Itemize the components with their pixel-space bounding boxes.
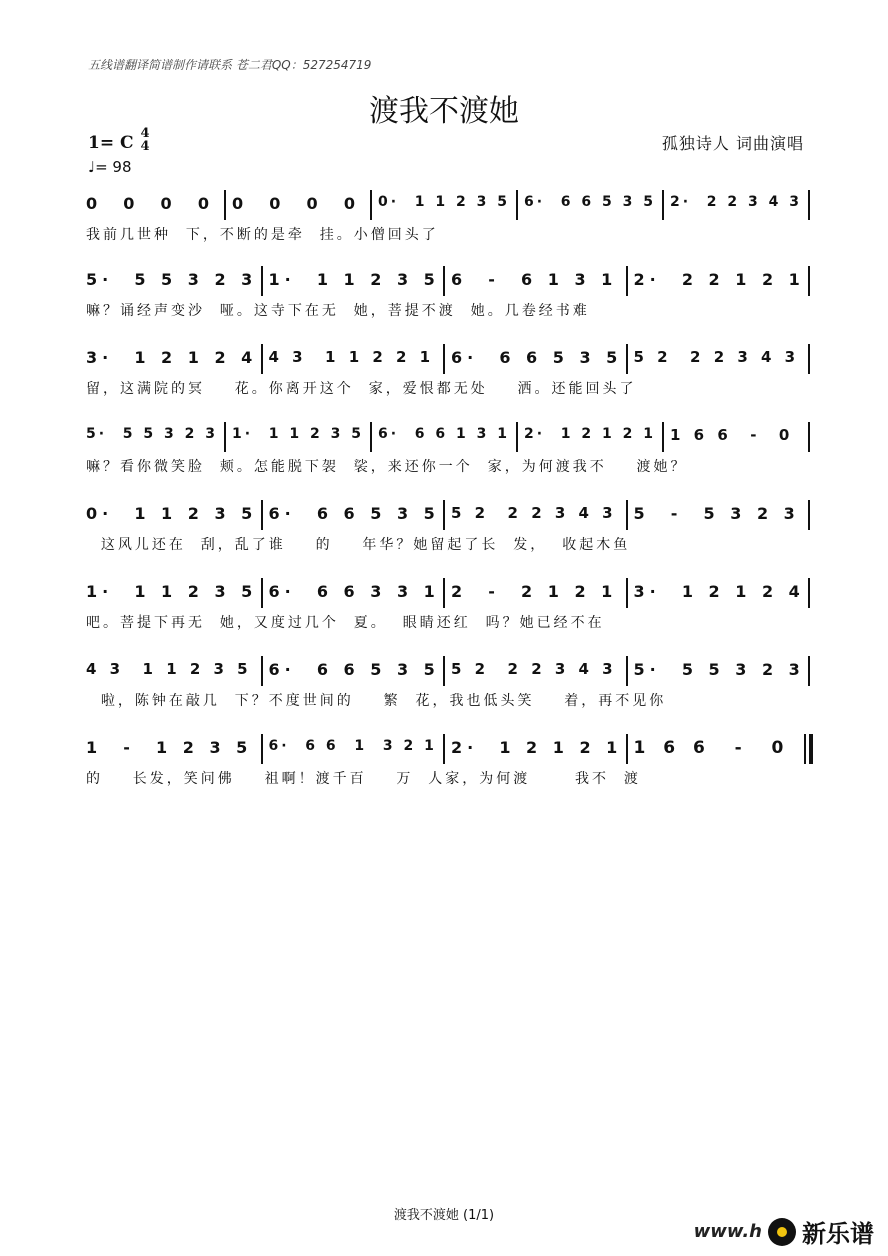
- barline: [443, 734, 445, 764]
- barline: [626, 734, 628, 764]
- barline: [443, 344, 445, 374]
- score-row: [80, 266, 810, 336]
- measure-notes: 5 2 2 2 3 4 3: [633, 348, 800, 366]
- barline: [626, 500, 628, 530]
- measure-notes: 6· 6 6 1 3 2 1: [268, 738, 437, 754]
- barline: [443, 656, 445, 686]
- measure-notes: 3· 1 2 1 2 4: [86, 348, 258, 367]
- measure-notes: 5· 5 5 3 2 3: [633, 660, 805, 679]
- measure-notes: 0 0 0 0: [86, 194, 214, 213]
- score-row: [80, 734, 810, 804]
- measure-notes: 2 - 2 1 2 1: [451, 582, 618, 601]
- score-row: [80, 500, 810, 570]
- measure-notes: 1 - 1 2 3 5: [86, 738, 253, 757]
- barline: [626, 344, 628, 374]
- measure-notes: 0· 1 1 2 3 5: [378, 194, 511, 210]
- barline: [261, 266, 263, 296]
- barline: [808, 578, 810, 608]
- lyric-line: 这风儿还在 刮，乱了谁 的 年华？她留起了长 发， 收起木鱼: [86, 537, 631, 553]
- barline: [662, 190, 664, 220]
- lyric-line: 的 长发，笑问佛 祖啊！渡千百 万 人家，为何渡 我不 渡: [86, 771, 641, 787]
- barline: [808, 656, 810, 686]
- tempo-marking: ♩= 98: [88, 158, 132, 176]
- lyric-line: 啦，陈钟在敲几 下？不度世间的 繁 花，我也低头笑 着，再不见你: [86, 693, 667, 709]
- barline: [370, 422, 372, 452]
- measure-notes: 4 3 1 1 2 3 5: [86, 660, 252, 678]
- record-disc-icon: [768, 1218, 796, 1246]
- score-row: [80, 656, 810, 726]
- barline: [224, 422, 226, 452]
- barline: [626, 656, 628, 686]
- song-title: 渡我不渡她: [369, 94, 519, 129]
- measure-notes: 5 2 2 2 3 4 3: [451, 504, 617, 522]
- measure-notes: 1· 1 1 2 3 5: [232, 426, 365, 442]
- barline: [370, 190, 372, 220]
- measure-notes: 0· 1 1 2 3 5: [86, 504, 258, 523]
- barline: [808, 422, 810, 452]
- lyric-line: 留，这满院的冥 花。你离开这个 家，爱恨都无处 洒。还能回头了: [86, 381, 637, 397]
- measure-notes: 1· 1 1 2 3 5: [86, 582, 258, 601]
- barline: [808, 266, 810, 296]
- measure-notes: 5· 5 5 3 2 3: [86, 270, 258, 289]
- measure-notes: 3· 1 2 1 2 4: [633, 582, 805, 601]
- barline: [626, 578, 628, 608]
- time-sig-top: 4: [140, 126, 150, 141]
- barline: [261, 734, 263, 764]
- barline: [261, 578, 263, 608]
- measure-notes: 1 6 6 - 0: [670, 426, 794, 444]
- measure-notes: 6· 6 6 1 3 1: [378, 426, 511, 442]
- score-row: [80, 578, 810, 648]
- barline: [224, 190, 226, 220]
- lyric-line: 嘛？看你微笑脸 颊。怎能脱下袈 裟，来还你一个 家，为何渡我不 渡她？: [86, 459, 688, 475]
- time-signature: [138, 127, 152, 153]
- measure-notes: 5· 5 5 3 2 3: [86, 426, 219, 442]
- barline: [626, 266, 628, 296]
- measure-notes: 5 - 5 3 2 3: [633, 504, 800, 523]
- watermark-brand: 新乐谱: [802, 1220, 874, 1248]
- score-row: [80, 344, 810, 414]
- measure-notes: 2· 2 2 1 2 1: [633, 270, 805, 289]
- lyric-line: 吧。菩提下再无 她，又度过几个 夏。 眼睛还红 吗？她已经不在: [86, 615, 605, 631]
- barline: [662, 422, 664, 452]
- measure-notes: 2· 2 2 3 4 3: [670, 194, 803, 210]
- barline: [261, 344, 263, 374]
- measure-notes: 6 - 6 1 3 1: [451, 270, 618, 289]
- barline: [261, 500, 263, 530]
- composer-credit: 孤独诗人 词曲演唱: [661, 134, 804, 153]
- measure-notes: 1· 1 1 2 3 5: [268, 270, 440, 289]
- lyric-line: 我前几世种 下，不断的是牵 挂。小僧回头了: [86, 227, 439, 243]
- page-footer: 渡我不渡她 (1/1): [393, 1208, 495, 1223]
- final-barline: [804, 734, 812, 764]
- measure-notes: 2· 1 2 1 2 1: [524, 426, 657, 442]
- measure-notes: 6· 6 6 5 3 5: [268, 660, 440, 679]
- barline: [516, 422, 518, 452]
- measure-notes: 1 6 6 - 0: [633, 738, 790, 758]
- measure-notes: 0 0 0 0: [232, 194, 360, 213]
- barline: [443, 578, 445, 608]
- measure-notes: 4 3 1 1 2 2 1: [268, 348, 435, 366]
- measure-notes: 6· 6 6 5 3 5: [524, 194, 657, 210]
- barline: [261, 656, 263, 686]
- measure-notes: 2· 1 2 1 2 1: [451, 738, 623, 757]
- measure-notes: 5 2 2 2 3 4 3: [451, 660, 617, 678]
- time-sig-bottom: 4: [140, 139, 150, 154]
- barline: [808, 500, 810, 530]
- watermark: [694, 1214, 874, 1249]
- measure-notes: 6· 6 6 5 3 5: [268, 504, 440, 523]
- score-row: [80, 190, 810, 260]
- lyric-line: 嘛？诵经声变沙 哑。这寺下在无 她，菩提不渡 她。几卷经书难: [86, 303, 590, 319]
- credit-line: 五线谱翻译简谱制作请联系 苍二君QQ：527254719: [88, 58, 372, 72]
- score-row: [80, 422, 810, 492]
- measure-notes: 6· 6 6 3 3 1: [268, 582, 440, 601]
- barline: [443, 500, 445, 530]
- watermark-url: www.h: [693, 1221, 762, 1242]
- barline: [516, 190, 518, 220]
- barline: [808, 190, 810, 220]
- measure-notes: 6· 6 6 5 3 5: [451, 348, 623, 367]
- barline: [443, 266, 445, 296]
- key-signature: 1= C: [88, 133, 134, 153]
- barline: [808, 344, 810, 374]
